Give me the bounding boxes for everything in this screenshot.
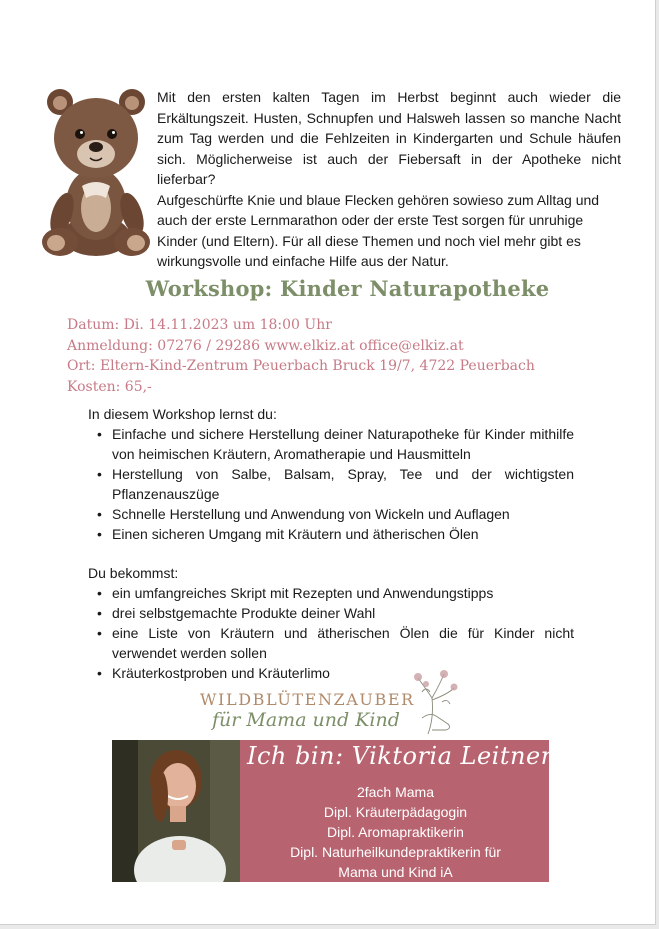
learn-heading: In diesem Workshop lernst du: [88,406,277,422]
bio-box [112,740,553,882]
bio-line: Mama und Kind iA [338,864,453,880]
portrait-photo [112,740,240,882]
list-item: • eine Liste von Kräutern und ätherischen Ölen die für Kinder nicht verwendet werden sollen [112,623,574,663]
bio-name: Ich bin: Viktoria Leitner [247,742,553,770]
intro-paragraph-2: Aufgeschürfte Knie und blaue Flecken gehören sowieso zum Alltag und auch der erste Lernmarathon oder der erste Test sorgen für unruhige Kinder (und Eltern). Für all diese Themen und noch viel mehr gibt es wirkungsvolle und einfache Hilfe aus der Natur. [157,191,600,269]
bio-line: Dipl. Kräuterpädagogin [323,804,468,820]
workshop-date: Datum: Di. 14.11.2023 um 18:00 Uhr [67,317,332,333]
bio-qualifications [242,782,549,882]
intro-text [157,87,621,272]
list-item: • ein umfangreiches Skript mit Rezepten und Anwendungstipps [112,583,574,603]
intro-paragraph-1: Mit den ersten kalten Tagen im Herbst beginnt auch wieder die Erkältungszeit. Husten, Schnupfen und Halsweh lassen so manche Nacht zum Tag werden und die Fehlzeiten in Kindergarten und Schule häufen sich. Möglicherweise ist auch der Fiebersaft in der Apotheke nicht lieferbar? [157,89,621,187]
learn-section [88,404,574,544]
list-item: • Einfache und sichere Herstellung deiner Naturapotheke für Kinder mithilfe von heimischen Kräutern, Aromatherapie und Hausmitteln [112,424,574,464]
bio-line: 2fach Mama [356,784,435,800]
list-item: • Schnelle Herstellung und Anwendung von Wickeln und Auflagen [112,504,574,524]
list-item: • drei selbstgemachte Produkte deiner Wahl [112,603,574,623]
workshop-location: Ort: Eltern-Kind-Zentrum Peuerbach Bruck 19/7, 4722 Peuerbach [67,358,535,374]
workshop-info [67,315,535,397]
workshop-title: Workshop: Kinder Naturapotheke [145,276,550,301]
get-heading: Du bekommst: [88,565,179,581]
brand-tagline: für Mama und Kind [212,709,400,731]
teddy-bear-illustration [38,86,154,262]
learn-list [88,424,574,544]
brand-name: WILDBLÜTENZAUBER [200,690,415,709]
list-item: • Herstellung von Salbe, Balsam, Spray, Tee und der wichtigsten Pflanzenauszüge [112,464,574,504]
workshop-registration: Anmeldung: 07276 / 29286 www.elkiz.at office@elkiz.at [67,337,464,354]
get-section [88,563,574,683]
workshop-cost: Kosten: 65,- [67,378,152,395]
list-item: • Einen sicheren Umgang mit Kräutern und ätherischen Ölen [112,524,574,544]
list-item: • Kräuterkostproben und Kräuterlimo [112,663,574,683]
bio-line: Dipl. Aromapraktikerin [327,824,464,840]
bio-line: Dipl. Naturheilkundepraktikerin für [290,844,501,860]
